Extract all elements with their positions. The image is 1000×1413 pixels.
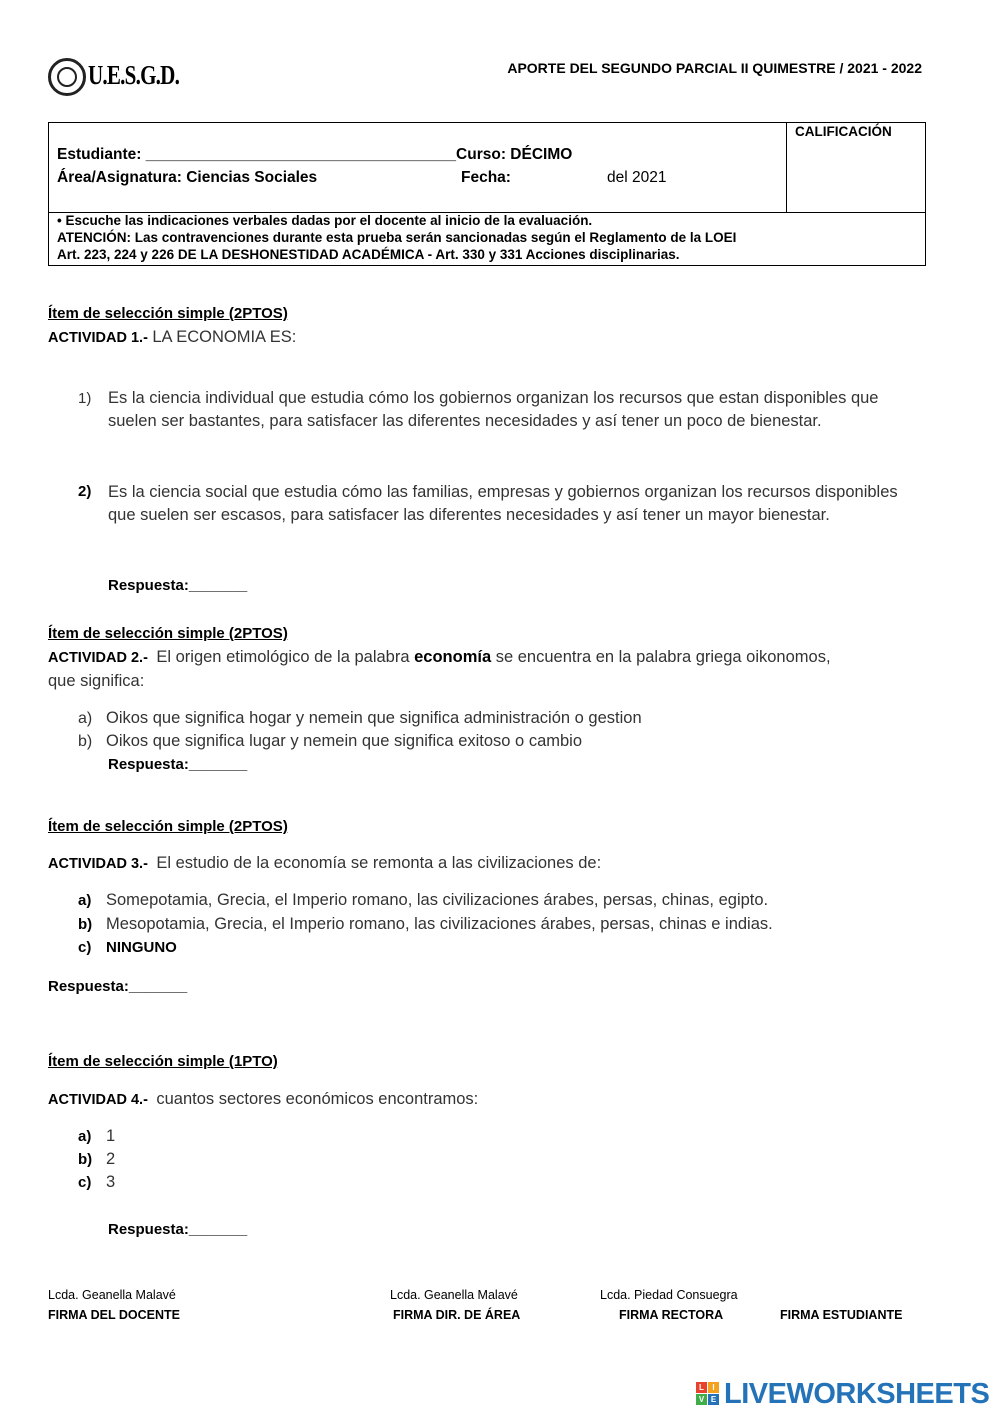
- activity-4-option-c[interactable]: c) 3: [78, 1173, 116, 1191]
- activity-2-label: ACTIVIDAD 2.-: [48, 650, 148, 666]
- signature-2-role: FIRMA DIR. DE ÁREA: [393, 1308, 521, 1322]
- student-info-box: [48, 122, 926, 266]
- activity-4-option-b[interactable]: b) 2: [78, 1150, 116, 1168]
- activity-4-heading: Ítem de selección simple (1PTO): [48, 1053, 278, 1070]
- signature-4-role: FIRMA ESTUDIANTE: [780, 1308, 903, 1322]
- signature-2-name: Lcda. Geanella Malavé: [390, 1288, 518, 1302]
- activity-2-question: ACTIVIDAD 2.- El origen etimológico de la palabra economía se encuentra en la palabra griega oikonomos,: [48, 648, 831, 666]
- activity-1-option-1-marker[interactable]: 1): [78, 390, 92, 407]
- liveworksheets-logo-icon: L I V E: [696, 1382, 720, 1406]
- activity-4-option-a[interactable]: a) 1: [78, 1127, 116, 1145]
- notice-line-2: ATENCIÓN: Las contravenciones durante esta prueba serán sancionadas según el Reglamento de la LOEI: [57, 230, 737, 245]
- activity-2-option-a[interactable]: a) Oikos que significa hogar y nemein que significa administración o gestion: [78, 709, 642, 727]
- activity-1-question: ACTIVIDAD 1.- LA ECONOMIA ES:: [48, 328, 297, 346]
- logo-text: U.E.S.G.D.: [88, 60, 180, 90]
- school-logo: [48, 58, 180, 100]
- activity-4-answer[interactable]: Respuesta:_______: [108, 1221, 248, 1238]
- activity-3-answer[interactable]: Respuesta:_______: [48, 978, 188, 995]
- activity-1-answer[interactable]: Respuesta:_______: [108, 577, 248, 594]
- fecha-value[interactable]: del 2021: [607, 169, 667, 186]
- activity-3-option-a[interactable]: a) Somepotamia, Grecia, el Imperio romano, las civilizaciones árabes, persas, chinas, egipto.: [78, 891, 769, 909]
- activity-3-option-c[interactable]: c) NINGUNO: [78, 939, 177, 956]
- fecha-label: Fecha:: [461, 169, 511, 186]
- activity-2-question-line-2: que significa:: [48, 672, 145, 690]
- activity-4-label: ACTIVIDAD 4.-: [48, 1092, 148, 1108]
- activity-1-option-2-marker[interactable]: 2): [78, 483, 92, 500]
- signature-1-role: FIRMA DEL DOCENTE: [48, 1308, 180, 1322]
- activity-3-question: ACTIVIDAD 3.- El estudio de la economía se remonta a las civilizaciones de:: [48, 854, 602, 872]
- activity-1-label: ACTIVIDAD 1.-: [48, 330, 148, 346]
- notice-line-1: • Escuche las indicaciones verbales dadas por el docente al inicio de la evaluación.: [57, 213, 593, 228]
- signature-1-name: Lcda. Geanella Malavé: [48, 1288, 176, 1302]
- activity-2-heading: Ítem de selección simple (2PTOS): [48, 625, 288, 642]
- student-course-line[interactable]: Estudiante: ____________________________________Curso: DÉCIMO: [57, 146, 573, 163]
- page-title: APORTE DEL SEGUNDO PARCIAL II QUIMESTRE / 2021 - 2022: [507, 60, 922, 76]
- activity-3-option-b[interactable]: b) Mesopotamia, Grecia, el Imperio romano, las civilizaciones árabes, persas, chinas e indias.: [78, 915, 773, 933]
- signature-3-name: Lcda. Piedad Consuegra: [600, 1288, 738, 1302]
- activity-2-answer[interactable]: Respuesta:_______: [108, 756, 248, 773]
- activity-1-heading: Ítem de selección simple (2PTOS): [48, 305, 288, 322]
- activity-2-option-b[interactable]: b) Oikos que significa lugar y nemein que significa exitoso o cambio: [78, 732, 583, 750]
- signature-3-role: FIRMA RECTORA: [619, 1308, 724, 1322]
- calificacion-label: CALIFICACIÓN: [795, 124, 892, 139]
- activity-4-question: ACTIVIDAD 4.- cuantos sectores económicos encontramos:: [48, 1090, 479, 1108]
- activity-1-option-1: Es la ciencia individual que estudia cómo los gobiernos organizan los recursos que estan disponibles que suelen ser bastantes, para satisfacer las diferentes necesidades y así tener un poco de bienestar.: [108, 389, 879, 430]
- school-seal-icon: [48, 58, 86, 96]
- activity-1-option-2: Es la ciencia social que estudia cómo las familias, empresas y gobiernos organizan los recursos disponibles que suelen ser escasos, para satisfacer las diferentes necesidades y así tener un mayor bienestar.: [108, 483, 898, 524]
- liveworksheets-text: LIVEWORKSHEETS: [724, 1378, 990, 1410]
- notice-line-3: Art. 223, 224 y 226 DE LA DESHONESTIDAD ACADÉMICA - Art. 330 y 331 Acciones disciplinarias.: [57, 247, 680, 262]
- activity-3-heading: Ítem de selección simple (2PTOS): [48, 818, 288, 835]
- area-subject: Área/Asignatura: Ciencias Sociales: [57, 169, 318, 186]
- activity-3-label: ACTIVIDAD 3.-: [48, 856, 148, 872]
